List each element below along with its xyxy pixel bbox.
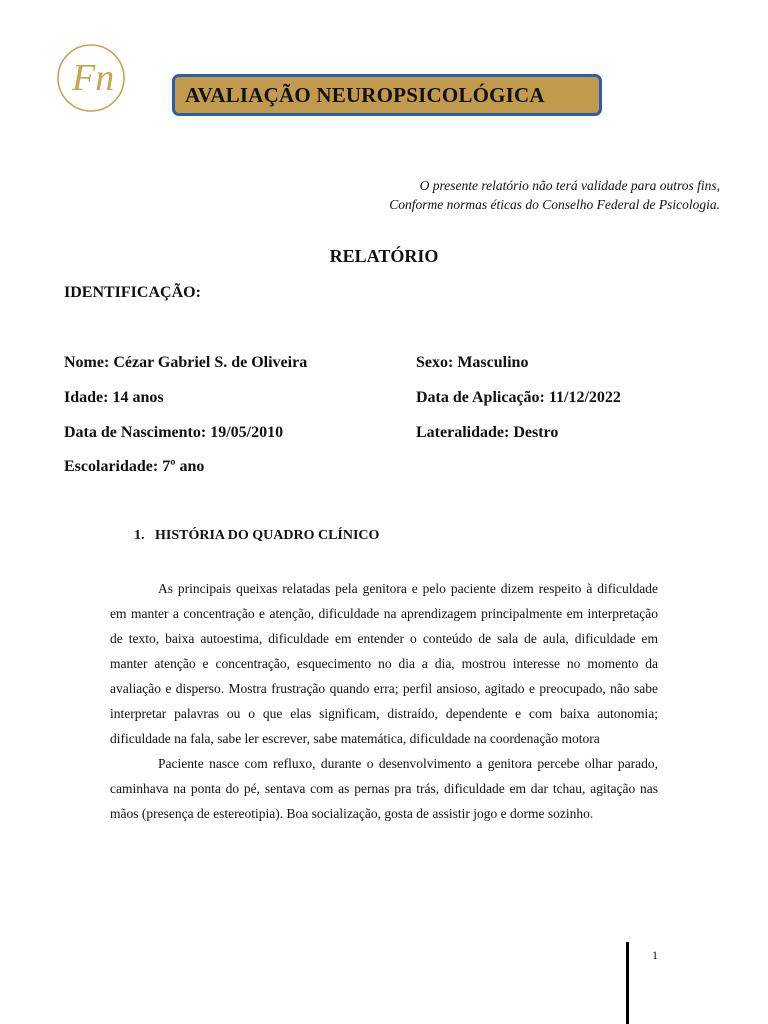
field-escolaridade: Escolaridade: 7º ano	[64, 458, 205, 475]
section-body	[110, 576, 658, 826]
logo-monogram	[52, 40, 138, 116]
field-sexo: Sexo: Masculino	[416, 354, 529, 371]
disclaimer-line-1: O presente relatório não terá validade para outros fins,	[419, 178, 720, 193]
logo-text: Fn	[72, 57, 115, 99]
paragraph-development: Paciente nasce com refluxo, durante o desenvolvimento a genitora percebe olhar parado, caminhava na ponta do pé, sentava com as pernas pra trás, dificuldade em dar tchau, agitação nas mãos (presença de estereotipia). Boa socialização, gosta de assistir jogo e dorme sozinho.	[110, 756, 658, 821]
field-lateralidade: Lateralidade: Destro	[416, 424, 559, 441]
field-nome: Nome: Cézar Gabriel S. de Oliveira	[64, 354, 308, 371]
report-title: RELATÓRIO	[329, 246, 439, 266]
page-number: 1	[652, 948, 658, 962]
disclaimer-line-2: Conforme normas éticas do Conselho Federal de Psicologia.	[389, 197, 720, 212]
field-idade: Idade: 14 anos	[64, 389, 164, 406]
page-rule	[626, 942, 629, 1024]
section-heading: 1. HISTÓRIA DO QUADRO CLÍNICO	[134, 528, 380, 543]
field-data-aplicacao: Data de Aplicação: 11/12/2022	[416, 389, 621, 406]
identification-heading: IDENTIFICAÇÃO:	[64, 284, 201, 301]
logo	[52, 40, 138, 116]
disclaimer	[389, 176, 720, 214]
paragraph-complaints: As principais queixas relatadas pela genitora e pelo paciente dizem respeito à dificuldade em manter a concentração e atenção, dificuldade na aprendizagem principalmente em interpretação de texto, baixa autoestima, dificuldade em entender o conteúdo de sala de aula, dificuldade em manter atenção e concentração, esquecimento no dia a dia, mostrou interesse no momento da avaliação e disperso. Mostra frustração quando erra; perfil ansioso, agitado e preocupado, não sabe interpretar palavras ou o que elas significam, distraído, dependente e com baixa autonomia; dificuldade na fala, sabe ler escrever, sabe matemática, dificuldade na coordenação motora	[110, 581, 658, 746]
field-data-nascimento: Data de Nascimento: 19/05/2010	[64, 424, 284, 441]
document-title: AVALIAÇÃO NEUROPSICOLÓGICA	[172, 74, 602, 116]
